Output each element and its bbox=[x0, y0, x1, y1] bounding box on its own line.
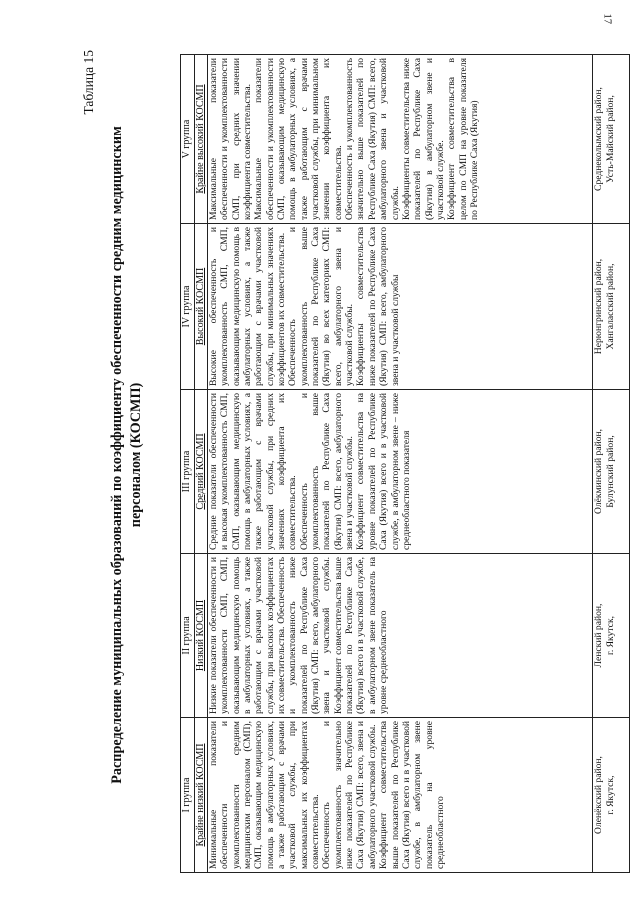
municipality-name: г. Якутск, bbox=[605, 775, 616, 815]
level-cell bbox=[195, 224, 208, 390]
description-paragraph: Обеспеченность и укомплектованность значительно ниже показателей по Республике Саха (Якутия) СМП: всего, звена и амбулаторного участковой службы. bbox=[321, 721, 378, 869]
municipality-name: Среднеколымский район, bbox=[593, 87, 604, 191]
description-paragraph: Минимальные показатели обеспеченности и укомплектованности средним медицинским персоналом (СМП), СМП, оказывающим медицинскую помощь в амбулаторных условиях, а также работающим с врачами участковой службы, при максимальных их коэффициентах совместительства. bbox=[208, 721, 322, 869]
municipalities-cell bbox=[593, 554, 630, 718]
municipality-name: Олёкминский район, bbox=[593, 428, 604, 515]
description-cell bbox=[208, 390, 593, 554]
group-header-row bbox=[181, 55, 195, 873]
level-cell bbox=[195, 390, 208, 554]
description-cell bbox=[208, 554, 593, 718]
description-row bbox=[208, 55, 593, 873]
description-paragraph: Низкие показатели обеспеченности и укомплектованности СМП, СМП, оказывающим медицинскую помощь в амбулаторных условиях, а также работающим с врачами участковой службы, при высоких коэффициентах их совместительства. Обеспеченность и укомплектованность ниже показателей по Республике Саха (Якутия) СМП: всего, амбулаторного звена и участковой службы. Коэффициент совместительства выше показателей по Республике Саха (Якутия) всего и в участковой службе, в амбулаторном звене показатель на уровне среднеобластного bbox=[208, 557, 390, 714]
description-paragraph: Максимальные показатели обеспеченности и укомплектованности СМП, при средних значении коэффициента совместительства. bbox=[208, 58, 254, 220]
group-header-cell: IV группа bbox=[181, 224, 195, 390]
description-paragraph: Коэффициенты совместительства ниже показателей по Республике Саха (Якутия) в амбулаторном звене и участковой службе. bbox=[400, 58, 446, 220]
group-header-cell: I группа bbox=[181, 718, 195, 873]
page-title: Распределение муниципальных образований по коэффициенту обеспеченности средним медицинским персоналом (КОСМП) bbox=[109, 126, 144, 784]
description-cell bbox=[208, 55, 593, 224]
description-paragraph: Коэффициенты совместительства ниже показателей по Республике Саха (Якутия) СМП: всего, амбулаторного звена и участковой службы bbox=[355, 227, 401, 386]
municipalities-cell bbox=[593, 718, 630, 873]
level-cell bbox=[195, 55, 208, 224]
description-cell bbox=[208, 718, 593, 873]
level-cell bbox=[195, 554, 208, 718]
municipality-name: Булунский район, bbox=[605, 435, 616, 508]
level-row bbox=[195, 55, 208, 873]
municipality-name: Хангаласский район, bbox=[605, 263, 616, 350]
description-paragraph: Коэффициент совместительства на уровне показателей по Республике Саха (Якутия) всего и в участковой службе, в амбулаторном звене – ниже среднеобластного показателя bbox=[355, 393, 412, 550]
description-paragraph: Обеспеченность и укомплектованность выше показателей по Республике Саха (Якутия) СМП: всего, амбулаторного звена и участковой службы. bbox=[298, 393, 356, 550]
municipalities-cell bbox=[593, 390, 630, 554]
description-paragraph: Коэффициент совместительства в целом по СМП на уровне показателя по Республике Саха (Якутия) bbox=[446, 58, 480, 220]
municipality-name: г. Якутск, bbox=[605, 616, 616, 655]
description-paragraph: Обеспеченность и укомплектованность выше показателей по Республике Саха (Якутия) во всех категориях СМП: всего, амбулаторного звена и участковой службы. bbox=[287, 227, 356, 386]
municipalities-cell bbox=[593, 224, 630, 390]
description-paragraph: Максимальные показатели обеспеченности и укомплектованности СМП, оказывающим медицинскую помощь в амбулаторных условиях, а также работающим с врачами участковой службы, при минимальном значении коэффициента их совместительства. bbox=[253, 58, 344, 220]
level-label: Средний КОСМП bbox=[195, 433, 206, 510]
level-label: Низкий КОСМП bbox=[195, 599, 206, 672]
level-cell bbox=[195, 718, 208, 873]
description-cell bbox=[208, 224, 593, 390]
group-header-cell: V группа bbox=[181, 55, 195, 224]
description-paragraph: Средние показатели обеспеченности и высокая укомплектованность СМП, СМП, оказывающим медицинскую помощь в амбулаторных условиях, а также работающим с врачами участковой службы, при средних значениях коэффициента их совместительства. bbox=[208, 393, 299, 550]
groups-table bbox=[180, 54, 630, 873]
description-paragraph: Высокие обеспеченность и укомплектованность СМП, СМП, оказывающим медицинскую помощь в амбулаторных условиях, а также работающим с врачами участковой службы, при минимальных значениях коэффициентов их совместительства. bbox=[208, 227, 288, 386]
municipalities-cell bbox=[593, 55, 630, 224]
municipality-name: Нерюнгринский район, bbox=[593, 258, 604, 355]
level-label: Крайне высокий КОСМП bbox=[195, 84, 206, 194]
description-paragraph: Обеспеченность и укомплектованность значительно выше показателей по Республике Саха (Якутия) СМП: всего, амбулаторного звена и участковой службы. bbox=[344, 58, 401, 220]
municipality-name: Оленёкский район, bbox=[593, 756, 604, 834]
municipalities-row bbox=[593, 55, 630, 873]
page-number: 17 bbox=[601, 13, 613, 24]
municipality-name: Усть-Майский район, bbox=[605, 95, 616, 183]
group-header-cell: II группа bbox=[181, 554, 195, 718]
group-header-cell: III группа bbox=[181, 390, 195, 554]
level-label: Крайне низкий КОСМП bbox=[195, 743, 206, 847]
municipality-name: Ленский район, bbox=[593, 603, 604, 668]
table-number: Таблица 15 bbox=[81, 50, 96, 115]
description-paragraph: Коэффициент совместительства выше показателей по Республике Саха (Якутия) всего и в участковой службе, в амбулаторном звене показатель на уровне среднеобластного bbox=[378, 721, 446, 869]
level-label: Высокий КОСМП bbox=[195, 267, 206, 346]
